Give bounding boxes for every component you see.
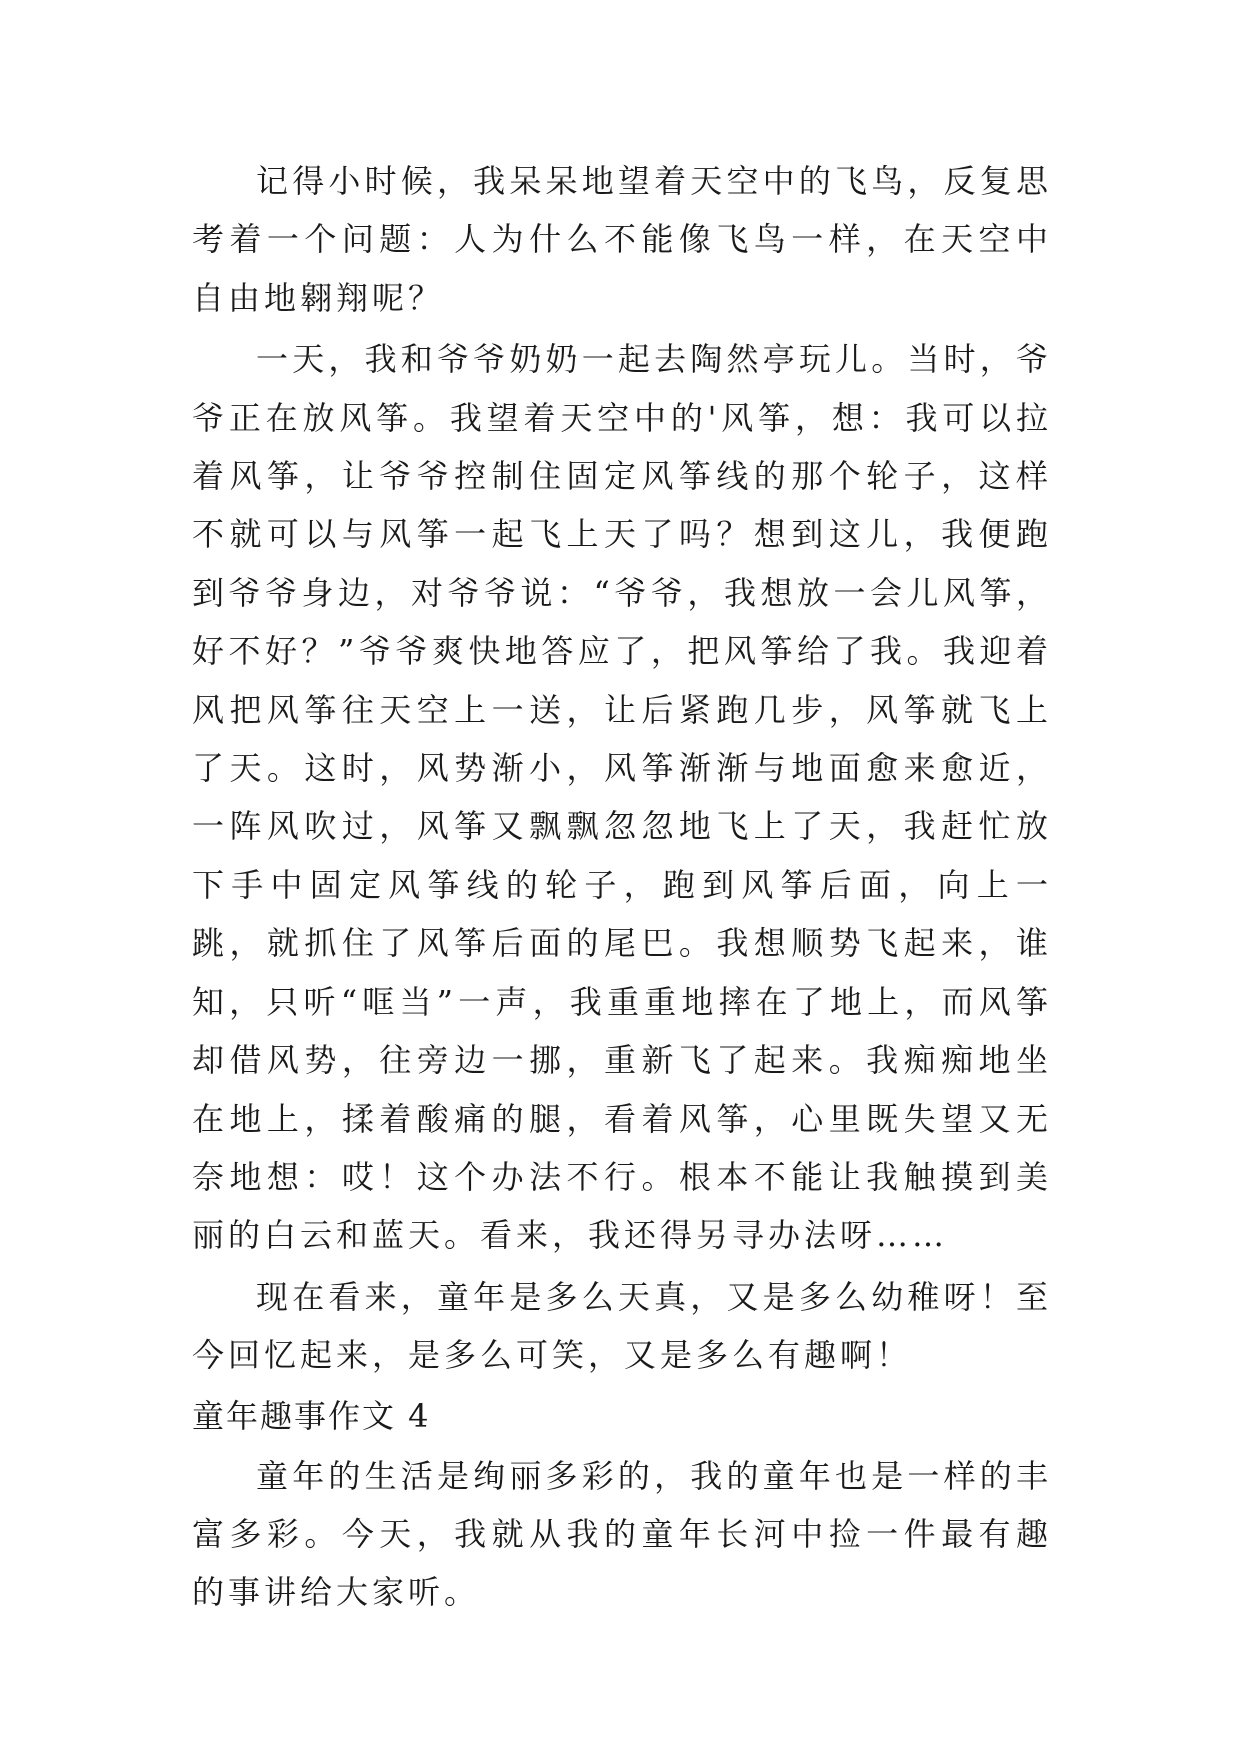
paragraph-essay4-intro: 童年的生活是绚丽多彩的，我的童年也是一样的丰富多彩。今天，我就从我的童年长河中捡一件最有趣的事讲给大家听。: [192, 1456, 1052, 1612]
paragraph-childhood-birds: 记得小时候，我呆呆地望着天空中的飞鸟，反复思考着一个问题：人为什么不能像飞鸟一样，在天空中自由地翱翔呢？: [192, 162, 1052, 317]
paragraph-kite-story: 一天，我和爷爷奶奶一起去陶然亭玩儿。当时，爷爷正在放风筝。我望着天空中的'风筝，想：我可以拉着风筝，让爷爷控制住固定风筝线的那个轮子，这样不就可以与风筝一起飞上天了吗？想到这儿，我便跑到爷爷身边，对爷爷说：“爷爷，我想放一会儿风筝，好不好？”爷爷爽快地答应了，把风筝给了我。我迎着风把风筝往天空上一送，让后紧跑几步，风筝就飞上了天。这时，风势渐小，风筝渐渐与地面愈来愈近，一阵风吹过，风筝又飘飘忽忽地飞上了天，我赶忙放下手中固定风筝线的轮子，跑到风筝后面，向上一跳，就抓住了风筝后面的尾巴。我想顺势飞起来，谁知，只听“哐当”一声，我重重地摔在了地上，而风筝却借风势，往旁边一挪，重新飞了起来。我痴痴地坐在地上，揉着酸痛的腿，看着风筝，心里既失望又无奈地想：哎！这个办法不行。根本不能让我触摸到美丽的白云和蓝天。看来，我还得另寻办法呀……: [192, 340, 1052, 1255]
document-body: [192, 152, 1052, 1625]
paragraph-reflection: 现在看来，童年是多么天真，又是多么幼稚呀！至今回忆起来，是多么可笑，又是多么有趣啊！: [192, 1277, 1052, 1375]
section-title: 童年趣事作文 4: [192, 1396, 431, 1435]
